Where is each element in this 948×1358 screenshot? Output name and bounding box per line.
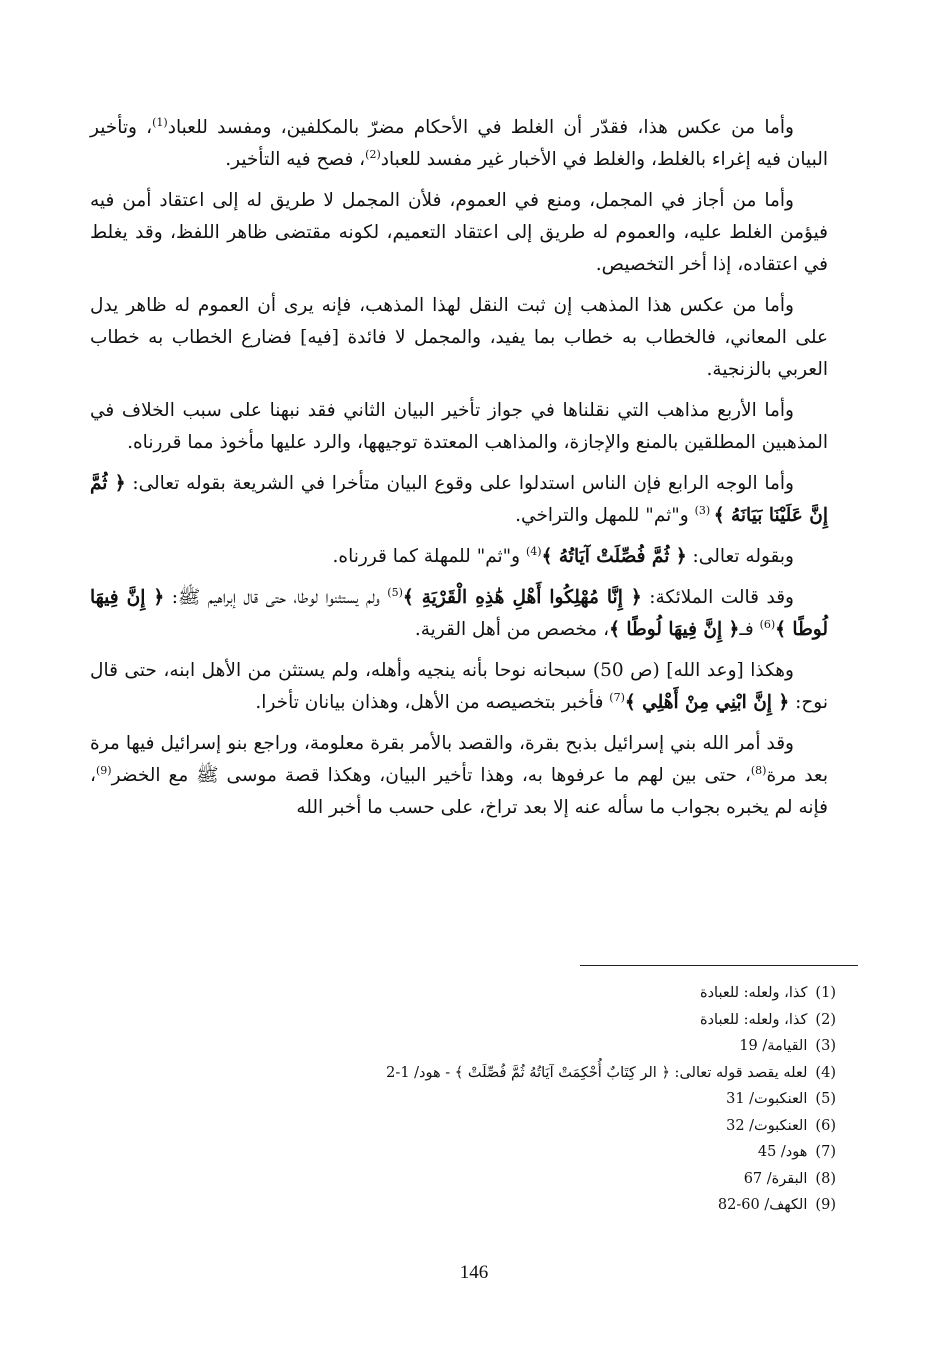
quran-quote: ﴿ ثُمَّ إِنَّ عَلَيْنَا بَيَانَهُ ﴾ [90, 473, 828, 526]
footnote [276, 1033, 836, 1060]
footnote-separator [580, 965, 858, 966]
footnote [276, 980, 836, 1007]
paragraph [90, 582, 828, 646]
main-text [90, 112, 828, 824]
footnote [276, 1166, 836, 1193]
footnote-number: (7) [815, 1144, 836, 1160]
footnote-ref: (5) [387, 585, 403, 599]
footnote-text: العنكبوت/ 31 [726, 1091, 812, 1107]
footnote-ref: (6) [759, 617, 776, 631]
paragraph [90, 541, 828, 573]
quran-quote: ﴿ ثُمَّ فُصِّلَتْ آيَاتُهُ ﴾ [541, 546, 687, 567]
paragraph-text: فـ [739, 619, 760, 640]
footnote-number: (8) [815, 1170, 836, 1187]
paragraph-text: وهكذا [وعد الله] (ص 50) سبحانه نوحا بأنه ينجيه وأهله، ولم يستثن من الأهل ابنه، حتى قال نوح: [90, 660, 828, 713]
paragraph-text: ، فإنه لم يخبره بجواب ما سأله عنه إلا بعد تراخ، على حسب ما أخبر الله [90, 765, 828, 818]
quran-quote: ﴿ إِنَّا مُهْلِكُوا أَهْلِ هَٰذِهِ الْقَرْيَةِ ﴾ [402, 587, 642, 608]
paragraph-text: ولم يستثنوا لوطا، حتى قال إبراهيم ﷺ: [164, 587, 388, 608]
quran-quote: ﴿ إِنَّ فِيهَا لُوطًا ﴾ [609, 619, 740, 640]
footnote-ref: (7) [609, 690, 625, 704]
paragraph [90, 395, 828, 459]
footnote-text: البقرة/ 67 [743, 1170, 812, 1187]
footnote-number: (6) [815, 1117, 836, 1134]
footnote-text: كذا، ولعله: للعبادة [700, 1011, 812, 1028]
footnote-ref: (1) [152, 115, 168, 129]
page-body [90, 112, 828, 833]
footnote-ref: (2) [365, 147, 381, 161]
paragraph-text: وقد أمر الله بني إسرائيل بذبح بقرة، والقصد بالأمر بقرة معلومة، وراجع بنو إسرائيل فيها مرة بعد مرة [90, 733, 828, 786]
quran-quote: ﴿ إِنَّ فِيهَا لُوطًا ﴾ [90, 587, 828, 640]
paragraph-text: وأما من عكس هذا المذهب إن ثبت النقل لهذا المذهب، فإنه يرى أن العموم له ظاهر يدل على المعاني، فالخطاب به خطاب بما يفيد، والمجمل لا فائدة [فيه] فضارع الخطاب به خطاب العربي بالزنجية. [90, 295, 828, 380]
footnote [276, 1007, 836, 1034]
footnote [276, 1086, 836, 1113]
footnote-ref: (3) [694, 503, 714, 517]
paragraph-text: وأما الأربع مذاهب التي نقلناها في جواز تأخير البيان الثاني فقد نبهنا على سبب الخلاف في المذهبين المطلقين بالمنع والإجازة، والمذاهب المعتدة توجيهها، والرد عليها مأخوذ مما قررناه. [90, 400, 828, 453]
paragraph-text: فأخبر بتخصيصه من الأهل، وهذان بيانان تأخرا. [255, 692, 610, 713]
paragraph-text: وأما من أجاز في المجمل، ومنع في العموم، فلأن المجمل لا طريق له إلى اعتقاد أمن فيه فيؤمن الغلط عليه، والعموم له طريق إلى اعتقاد التعميم، لكونه مقتضى ظاهر اللفظ، وقد يغلط في اعتقاده، إذا أخر التخصيص. [90, 190, 828, 275]
footnote-number: (3) [815, 1038, 836, 1054]
paragraph-text: ، مخصص من أهل القرية. [414, 619, 610, 640]
paragraph-text: ، وتأخير البيان فيه إغراء بالغلط، والغلط في الأخبار غير مفسد للعباد [90, 117, 828, 170]
paragraph [90, 728, 828, 824]
page-number: 146 [459, 1262, 489, 1283]
footnote-number: (4) [815, 1064, 836, 1081]
paragraph-text: و"ثم" للمهل والتراخي. [515, 505, 695, 526]
paragraph-text: ، فصح فيه التأخير. [225, 149, 366, 170]
paragraph [90, 290, 828, 386]
footnote-ref: (8) [750, 763, 767, 777]
paragraph [90, 468, 828, 532]
paragraph-text: وأما من عكس هذا، فقدّر أن الغلط في الأحكام مضرّ بالمكلفين، ومفسد للعباد [167, 117, 794, 138]
paragraph-text: و"ثم" للمهلة كما قررناه. [332, 546, 526, 567]
paragraph-text: وبقوله تعالى: [686, 546, 794, 567]
footnote-text: القيامة/ 19 [739, 1038, 812, 1054]
footnote-number: (2) [815, 1011, 836, 1028]
footnote-ref: (4) [526, 544, 542, 558]
quran-quote: ﴿ إِنَّ ابْنِي مِنْ أَهْلِي ﴾ [624, 692, 790, 713]
footnotes [276, 980, 836, 1219]
footnote [276, 1139, 836, 1166]
footnote-number: (9) [815, 1197, 836, 1213]
footnote [276, 1060, 836, 1087]
footnote [276, 1192, 836, 1219]
paragraph [90, 185, 828, 281]
paragraph [90, 655, 828, 719]
footnote-number: (5) [815, 1091, 836, 1107]
footnote-text: هود/ 45 [757, 1144, 812, 1160]
footnote-text: الكهف/ 60-82 [717, 1197, 812, 1213]
footnote-text: كذا، ولعله: للعبادة [700, 985, 812, 1001]
footnote-text: العنكبوت/ 32 [726, 1117, 812, 1134]
footnote-number: (1) [815, 985, 836, 1001]
footnote-text: لعله يقصد قوله تعالى: ﴿ الر كِتَابٌ أُحْكِمَتْ آيَاتُهُ ثُمَّ فُصِّلَتْ ﴾ - هود/ 1-2 [386, 1064, 812, 1081]
footnote [276, 1113, 836, 1140]
paragraph-text: وقد قالت الملائكة: [641, 587, 794, 608]
footnote-ref: (9) [95, 763, 112, 777]
paragraph-text: ، حتى بين لهم ما عرفوها به، وهذا تأخير البيان، وهكذا قصة موسى ﷺ مع الخضر [111, 765, 751, 786]
paragraph [90, 112, 828, 176]
paragraph-text: وأما الوجه الرابع فإن الناس استدلوا على وقوع البيان متأخرا في الشريعة بقوله تعالى: [125, 473, 794, 494]
